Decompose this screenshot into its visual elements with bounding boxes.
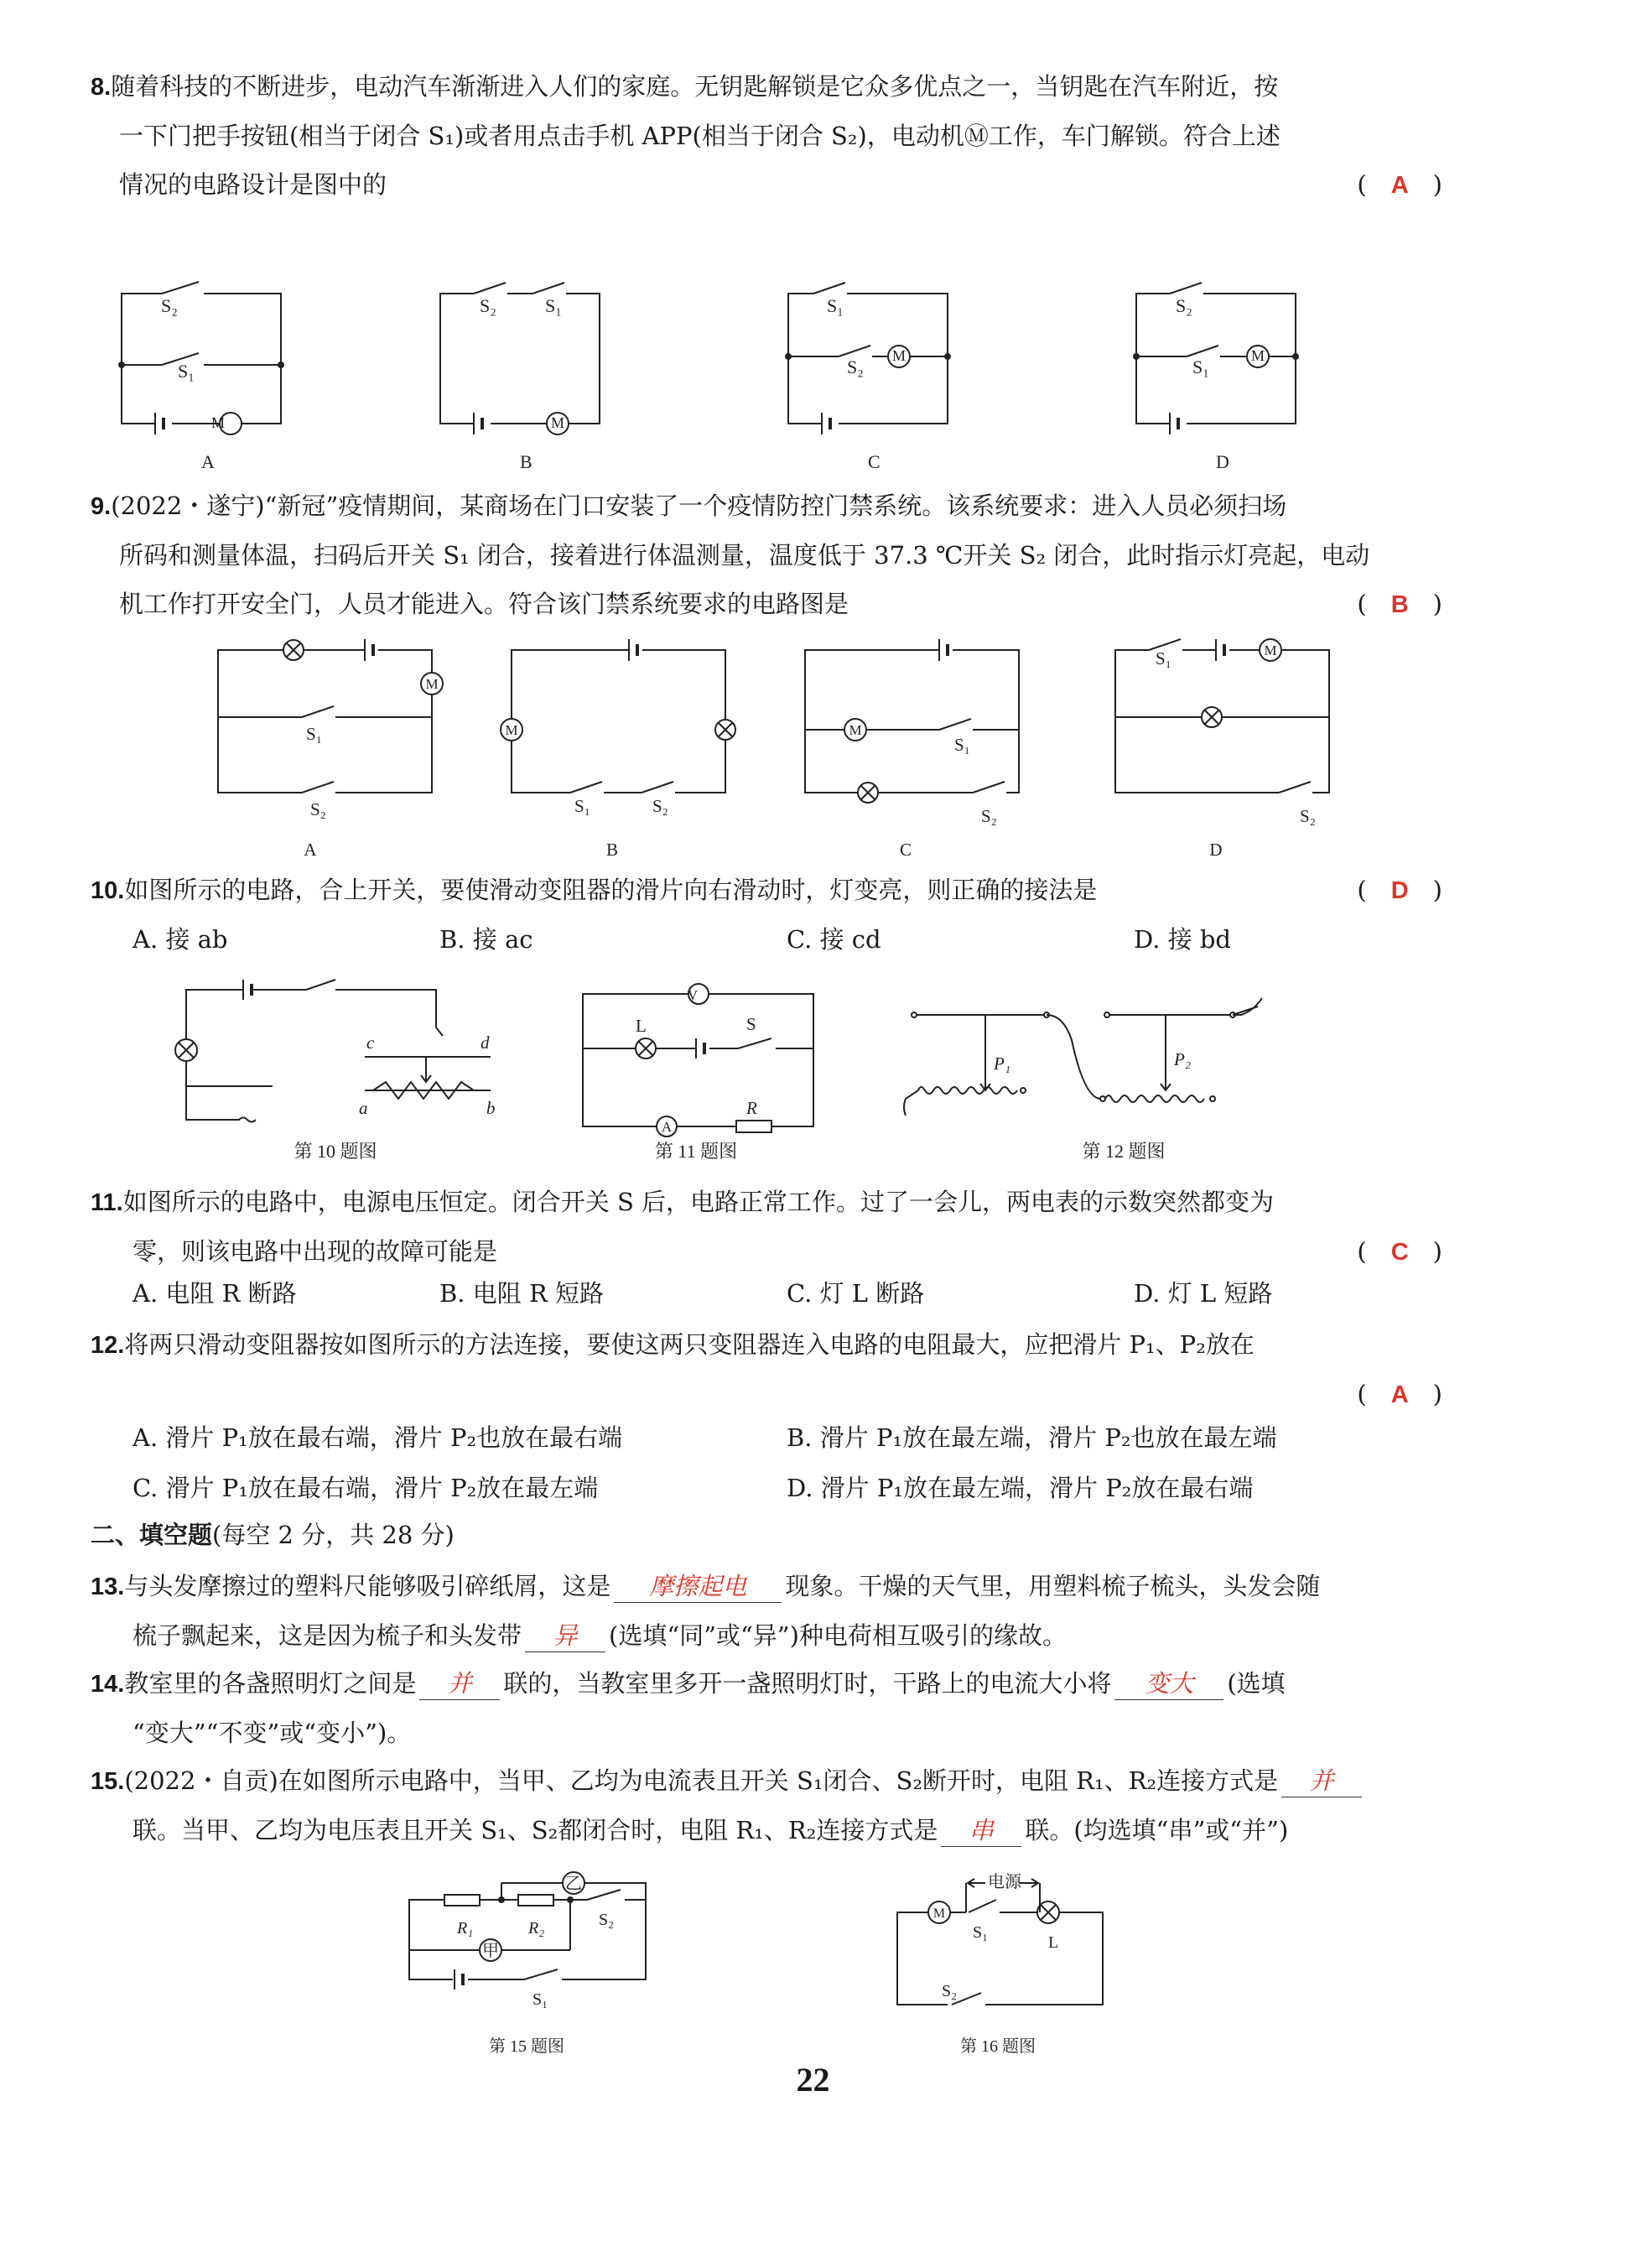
option-label: B [520,451,532,472]
svg-text:M: M [550,414,565,431]
answer: D [1390,877,1409,904]
question-text: 现象。干燥的天气里，用塑料梳子梳头，头发会随 [785,1572,1321,1600]
svg-text:S₂: S₂ [1176,295,1192,316]
circuit-d [1134,283,1298,434]
question-text: (选填“同”或“异”)种电荷相互吸引的缘故。 [609,1621,1067,1650]
svg-text:S₂: S₂ [942,1982,958,2000]
answer-bracket: ( A ) [1357,170,1442,199]
svg-text:c: c [366,1033,375,1053]
question-9 [91,481,1442,628]
option-label: D [1216,451,1229,472]
q12-option-a: A. 滑片 P₁放在最右端，滑片 P₂也放在最右端 [132,1423,623,1452]
svg-text:S₂: S₂ [161,295,178,316]
svg-text:R: R [746,1098,757,1118]
svg-text:S₁: S₁ [532,1990,548,2009]
answer-bracket: ( D ) [1357,876,1442,904]
question-text: 一下门把手按钮(相当于闭合 S₁)或者用点击手机 APP(相当于闭合 S₂)，电动机Ⓜ工作，车门解锁。符合上述 [119,122,1281,150]
q10-option-d: D. 接 bd [1134,925,1232,954]
page-number: 22 [796,2061,830,2099]
question-number: 13. [91,1574,125,1600]
question-15 [91,1756,1442,1854]
svg-text:S₁: S₁ [306,724,323,744]
question-text: 情况的电路设计是图中的 [119,170,387,199]
question-12 [91,1320,1442,1418]
svg-text:S₂: S₂ [1300,806,1317,826]
answer-blank: 异 [525,1620,605,1652]
answer: A [1390,172,1409,199]
q8-circuit-diagrams [109,277,1350,478]
question-text: 机工作打开安全门，人员才能进入。符合该门禁系统要求的电路图是 [119,590,849,618]
question-8 [91,62,1442,209]
svg-text:R₂: R₂ [528,1919,545,1938]
svg-text:S₂: S₂ [480,295,496,316]
svg-text:乙: 乙 [565,1875,582,1893]
svg-text:S₁: S₁ [178,361,195,382]
svg-text:甲: 甲 [482,1942,499,1960]
question-text: 联。(均选填“串”或“并”) [1025,1816,1289,1844]
question-text: 梳子飘起来，这是因为梳子和头发带 [132,1621,522,1650]
section-title [91,1516,455,1551]
q12-option-b: B. 滑片 P₁放在最左端，滑片 P₂也放在最左端 [787,1423,1277,1452]
answer-blank: 变大 [1114,1667,1223,1700]
svg-text:S₁: S₁ [1192,356,1209,377]
svg-text:P₂: P₂ [1174,1049,1192,1069]
question-text: 联的，当教室里多开一盏照明灯时，干路上的电流大小将 [503,1669,1112,1698]
svg-text:S₁: S₁ [545,295,562,316]
figure-caption: 第 12 题图 [1082,1141,1166,1162]
q10-option-c: C. 接 cd [787,925,881,954]
question-number: 9. [91,493,112,520]
question-text: 所码和测量体温，扫码后开关 S₁ 闭合，接着进行体温测量，温度低于 37.3 ℃开关 S₂ 闭合，此时指示灯亮起，电动 [119,541,1370,570]
question-text: “变大”“不变”或“变小”)。 [132,1719,412,1747]
svg-text:S₂: S₂ [599,1911,615,1929]
q10-option-b: B. 接 ac [439,925,533,954]
svg-text:S₁: S₁ [827,295,844,316]
question-13 [91,1562,1442,1660]
question-number: 15. [91,1768,125,1795]
question-text: 如图所示的电路中，电源电压恒定。闭合开关 S 后，电路正常工作。过了一会儿，两电表的示数突然都变为 [122,1188,1275,1216]
svg-text:M: M [1250,347,1265,364]
svg-text:M: M [425,676,439,692]
figure-caption: 第 10 题图 [294,1141,377,1162]
q11-option-c: C. 灯 L 断路 [787,1279,925,1308]
svg-text:M: M [1264,642,1277,658]
svg-text:S₂: S₂ [652,796,669,816]
question-text: 教室里的各盏照明灯之间是 [124,1669,417,1698]
section-note: (每空 2 分，共 28 分) [212,1521,455,1549]
question-11 [91,1178,1442,1276]
circuit-b [440,283,600,434]
svg-text:d: d [481,1033,490,1053]
svg-text:S₂: S₂ [310,799,327,819]
svg-text:S₁: S₁ [1156,648,1172,668]
section-heading: 二、填空题 [91,1521,213,1549]
question-text: 零，则该电路中出现的故障可能是 [132,1237,498,1266]
circuit-a [119,282,283,434]
option-label: C [899,840,912,860]
svg-text:M: M [505,722,518,738]
question-number: 14. [91,1671,125,1698]
svg-text:M: M [210,414,226,431]
question-text: 随着科技的不断进步，电动汽车渐渐进入人们的家庭。无钥匙解锁是它众多优点之一，当钥匙在汽车附近，按 [111,72,1279,101]
question-text: (选填 [1227,1669,1286,1698]
svg-text:V: V [687,987,699,1003]
answer: C [1390,1239,1409,1266]
svg-text:L: L [636,1016,647,1036]
answer-blank: 串 [941,1814,1021,1847]
question-number: 10. [91,877,125,904]
q9-circuit-diagrams [201,629,1375,864]
option-label: A [304,840,317,860]
q11-option-a: A. 电阻 R 断路 [132,1279,297,1308]
svg-text:L: L [1048,1933,1059,1952]
q11-option-b: B. 电阻 R 短路 [439,1279,605,1308]
q12-option-d: D. 滑片 P₁放在最左端，滑片 P₂放在最右端 [787,1474,1254,1502]
q15-16-figures [394,1854,1149,2063]
svg-text:S₁: S₁ [954,735,971,755]
option-label: A [201,451,215,472]
svg-text:S₂: S₂ [981,806,998,826]
svg-text:b: b [486,1098,496,1118]
svg-text:P₁: P₁ [994,1053,1011,1074]
svg-text:M: M [932,1906,946,1921]
question-text: 联。当甲、乙均为电压表且开关 S₁、S₂都闭合时，电阻 R₁、R₂连接方式是 [132,1816,938,1844]
question-number: 11. [91,1189,123,1216]
answer-bracket: ( A ) [1357,1380,1442,1408]
figure-caption: 第 16 题图 [960,2037,1036,2056]
svg-text:S₁: S₁ [973,1923,989,1942]
answer: A [1390,1381,1409,1408]
question-text: (2022・遂宁)“新冠”疫情期间，某商场在门口安装了一个疫情防控门禁系统。该系统要求：进入人员必须扫场 [111,492,1287,520]
svg-text:M: M [849,722,862,738]
question-text: 与头发摩擦过的塑料尺能够吸引碎纸屑，这是 [124,1572,611,1600]
option-label: C [868,451,881,472]
answer-bracket: ( B ) [1357,590,1442,618]
question-text: (2022・自贡)在如图所示电路中，当甲、乙均为电流表且开关 S₁闭合、S₂断开时，电阻 R₁、R₂连接方式是 [124,1766,1279,1795]
answer: B [1390,591,1409,618]
q10-12-figures [159,973,1384,1174]
answer-blank: 并 [419,1667,500,1700]
svg-text:S₁: S₁ [574,796,591,816]
answer-blank: 并 [1281,1765,1362,1797]
svg-text:电源: 电源 [988,1873,1021,1891]
svg-text:S₂: S₂ [847,356,864,377]
q11-option-d: D. 灯 L 短路 [1134,1279,1273,1308]
circuit-c [786,283,950,434]
answer-blank: 摩擦起电 [614,1570,782,1603]
question-number: 8. [91,74,112,101]
question-10 [91,866,1442,915]
figure-caption: 第 11 题图 [654,1141,738,1162]
option-label: B [605,840,619,860]
svg-text:A: A [661,1119,673,1135]
svg-text:a: a [359,1098,368,1118]
option-label: D [1209,840,1223,860]
svg-text:M: M [891,347,907,364]
svg-text:S: S [746,1014,756,1034]
svg-text:R₁: R₁ [457,1919,474,1938]
figure-caption: 第 15 题图 [489,2037,564,2056]
question-text: 如图所示的电路，合上开关，要使滑动变阻器的滑片向右滑动时，灯变亮，则正确的接法是 [124,876,1098,904]
answer-bracket: ( C ) [1357,1237,1442,1266]
question-number: 12. [91,1332,125,1359]
question-14 [91,1659,1442,1757]
q10-option-a: A. 接 ab [132,925,228,954]
question-text: 将两只滑动变阻器按如图所示的方法连接，要使这两只变阻器连入电路的电阻最大，应把滑片 P₁、P₂放在 [124,1330,1255,1359]
q12-option-c: C. 滑片 P₁放在最右端，滑片 P₂放在最左端 [132,1474,599,1502]
